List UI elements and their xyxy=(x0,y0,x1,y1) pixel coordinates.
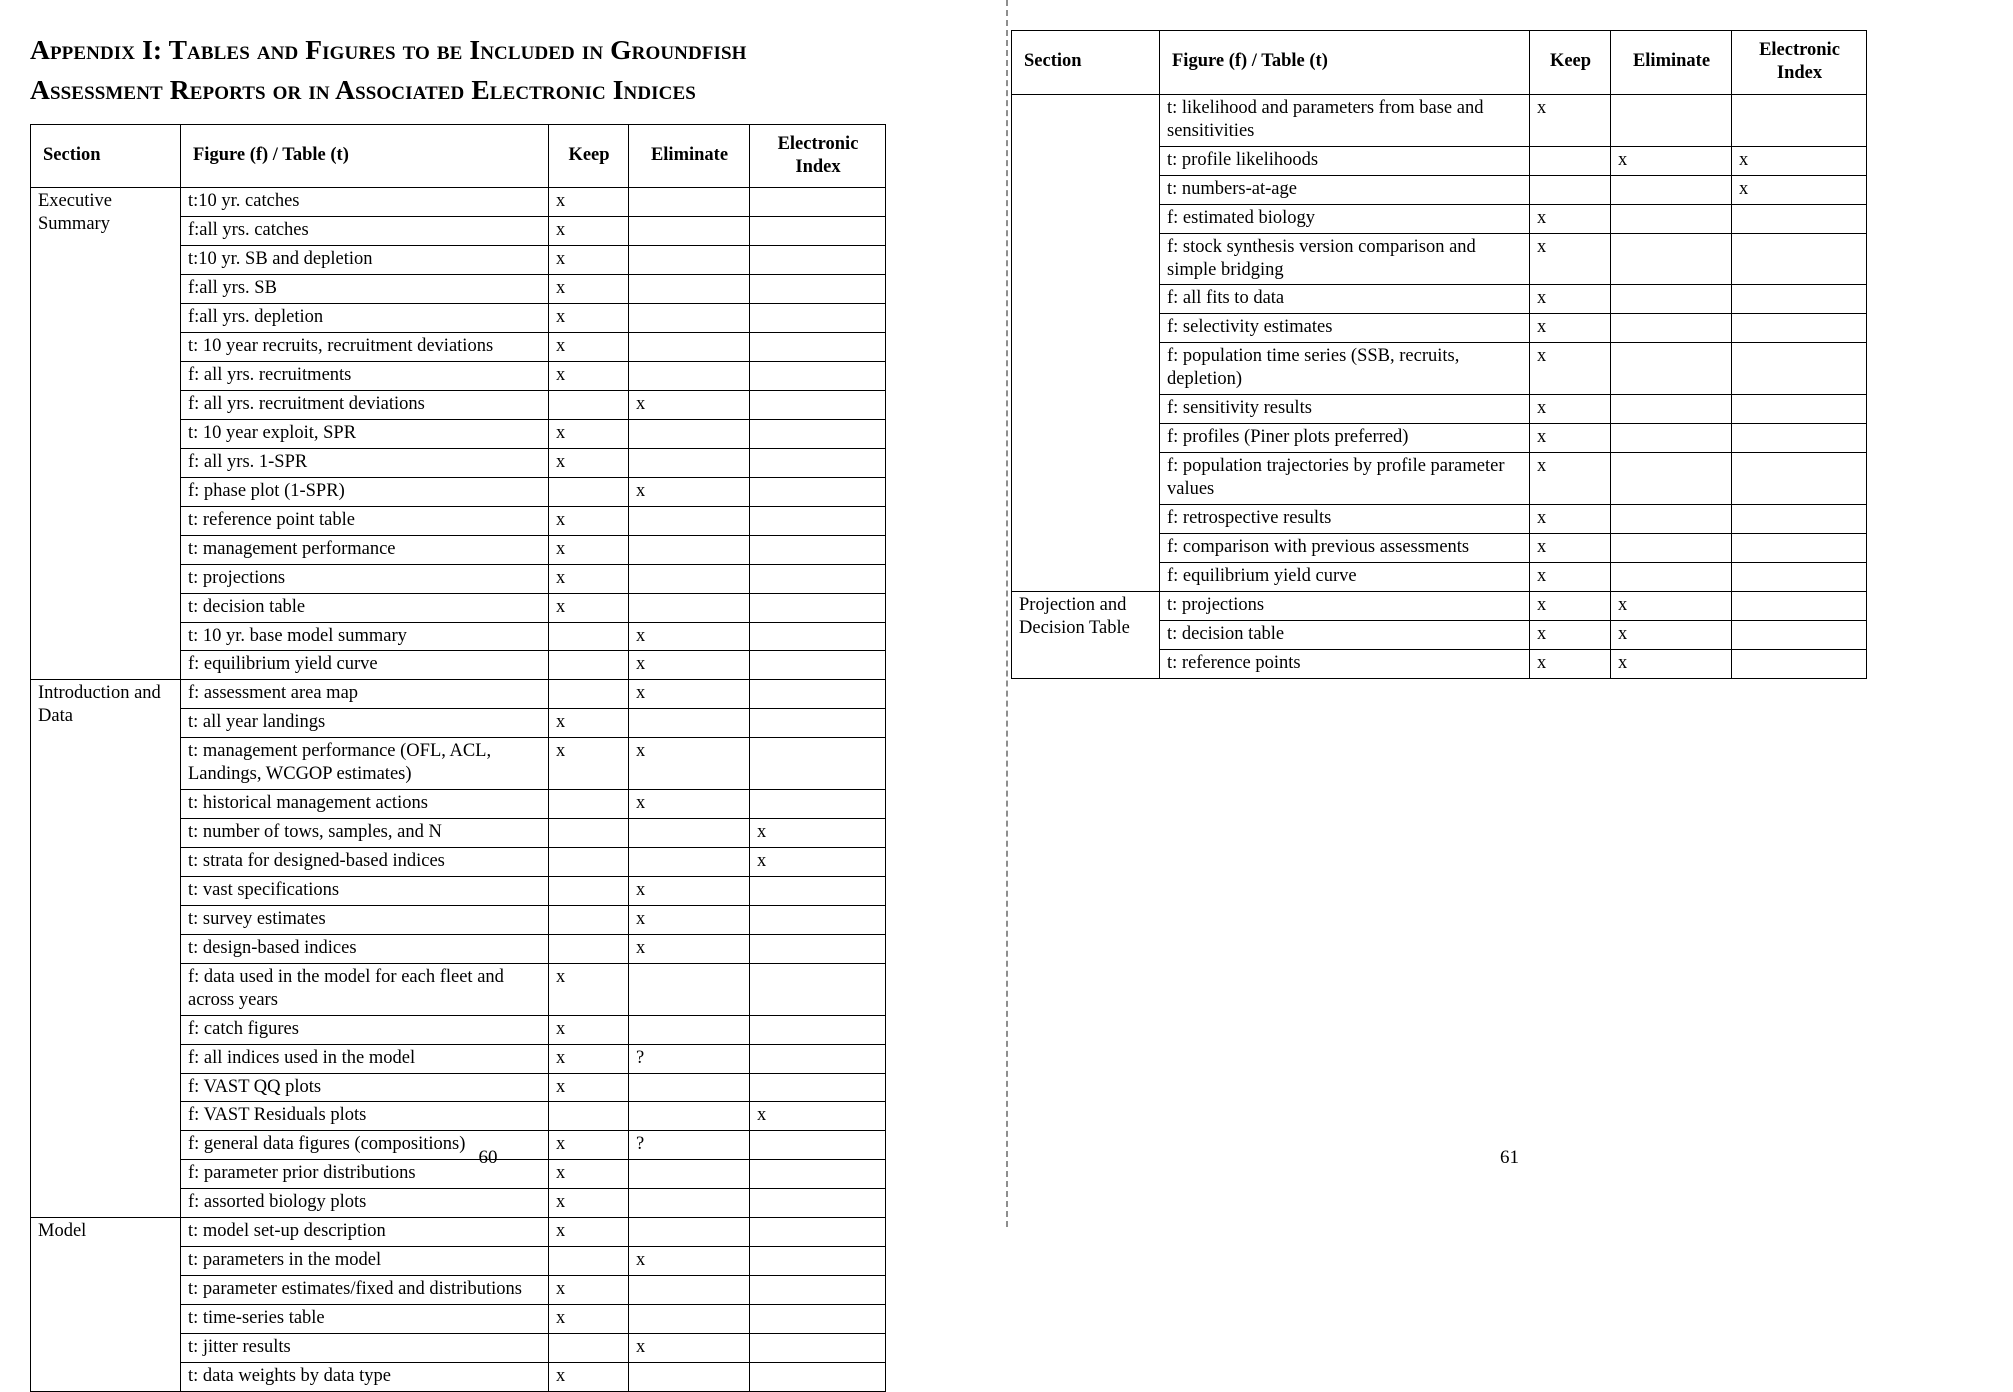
column-header-keep: Keep xyxy=(549,124,629,188)
keep-cell: x xyxy=(549,448,629,477)
eliminate-cell: x xyxy=(629,790,750,819)
column-header-figure-table: Figure (f) / Table (t) xyxy=(181,124,549,188)
electronic-index-cell xyxy=(750,790,886,819)
section-name-cell: Executive Summary xyxy=(31,188,181,680)
keep-cell: x xyxy=(1530,453,1611,505)
electronic-index-cell xyxy=(750,217,886,246)
eliminate-cell xyxy=(629,506,750,535)
figure-table-cell: t: strata for designed-based indices xyxy=(181,848,549,877)
section-name-cell: Introduction and Data xyxy=(31,680,181,1218)
figure-table-cell: t: decision table xyxy=(1160,620,1530,649)
keep-cell: x xyxy=(549,217,629,246)
eliminate-cell: x xyxy=(629,1247,750,1276)
figure-table-cell: t: number of tows, samples, and N xyxy=(181,819,549,848)
eliminate-cell: x xyxy=(629,738,750,790)
figure-table-cell: f: all yrs. recruitments xyxy=(181,362,549,391)
figure-table-cell: t: decision table xyxy=(181,593,549,622)
table-row xyxy=(31,188,886,217)
column-header-section: Section xyxy=(31,124,181,188)
electronic-index-cell xyxy=(750,876,886,905)
keep-cell xyxy=(549,477,629,506)
figure-table-cell: f: VAST QQ plots xyxy=(181,1073,549,1102)
electronic-index-cell xyxy=(750,391,886,420)
figure-table-cell: f: all yrs. recruitment deviations xyxy=(181,391,549,420)
electronic-index-cell xyxy=(750,622,886,651)
page-number-left: 60 xyxy=(478,1147,498,1168)
figure-table-cell: f: assessment area map xyxy=(181,680,549,709)
keep-cell: x xyxy=(549,593,629,622)
keep-cell: x xyxy=(549,304,629,333)
eliminate-cell xyxy=(629,304,750,333)
keep-cell: x xyxy=(549,1362,629,1391)
figure-table-cell: t: jitter results xyxy=(181,1333,549,1362)
eliminate-cell xyxy=(629,362,750,391)
electronic-index-cell xyxy=(750,680,886,709)
column-header-eliminate: Eliminate xyxy=(629,124,750,188)
keep-cell: x xyxy=(1530,94,1611,146)
keep-cell xyxy=(549,680,629,709)
figure-table-cell: f: assorted biology plots xyxy=(181,1189,549,1218)
figure-table-cell: f: equilibrium yield curve xyxy=(181,651,549,680)
figure-table-cell: f: catch figures xyxy=(181,1015,549,1044)
figure-table-cell: f: retrospective results xyxy=(1160,504,1530,533)
electronic-index-cell xyxy=(750,738,886,790)
eliminate-cell xyxy=(629,419,750,448)
electronic-index-cell xyxy=(1732,649,1867,678)
keep-cell xyxy=(549,819,629,848)
electronic-index-cell xyxy=(750,304,886,333)
keep-cell: x xyxy=(549,419,629,448)
figure-table-cell: t: data weights by data type xyxy=(181,1362,549,1391)
figure-table-cell: t: reference point table xyxy=(181,506,549,535)
section-name-cell: Model xyxy=(31,1218,181,1392)
electronic-index-cell xyxy=(1732,395,1867,424)
figure-table-cell: f: sensitivity results xyxy=(1160,395,1530,424)
figure-table-cell: f:all yrs. SB xyxy=(181,275,549,304)
eliminate-cell xyxy=(629,848,750,877)
keep-cell: x xyxy=(549,362,629,391)
eliminate-cell xyxy=(629,1276,750,1305)
keep-cell: x xyxy=(549,1189,629,1218)
figure-table-cell: t: likelihood and parameters from base and sensitivities xyxy=(1160,94,1530,146)
eliminate-cell xyxy=(1611,453,1732,505)
electronic-index-cell: x xyxy=(750,848,886,877)
eliminate-cell xyxy=(629,1362,750,1391)
eliminate-cell xyxy=(629,1189,750,1218)
keep-cell xyxy=(1530,146,1611,175)
eliminate-cell xyxy=(1611,424,1732,453)
figure-table-cell: f: VAST Residuals plots xyxy=(181,1102,549,1131)
eliminate-cell: x xyxy=(629,391,750,420)
appendix-title xyxy=(30,30,860,110)
electronic-index-cell xyxy=(750,333,886,362)
eliminate-cell: x xyxy=(629,477,750,506)
electronic-index-cell xyxy=(1732,285,1867,314)
figure-table-cell: t: profile likelihoods xyxy=(1160,146,1530,175)
table-header-left xyxy=(31,124,886,188)
electronic-index-cell xyxy=(750,1362,886,1391)
electronic-index-cell xyxy=(750,506,886,535)
figure-table-cell: f:all yrs. depletion xyxy=(181,304,549,333)
figure-table-cell: f: population time series (SSB, recruits, depletion) xyxy=(1160,343,1530,395)
figure-table-cell: f: all yrs. 1-SPR xyxy=(181,448,549,477)
table-body-left xyxy=(31,188,886,1391)
eliminate-cell: ? xyxy=(629,1131,750,1160)
column-header-eliminate: Eliminate xyxy=(1611,31,1732,95)
figure-table-cell: f: stock synthesis version comparison and simple bridging xyxy=(1160,233,1530,285)
eliminate-cell xyxy=(1611,94,1732,146)
figure-table-cell: t:10 yr. SB and depletion xyxy=(181,246,549,275)
electronic-index-cell xyxy=(750,905,886,934)
column-header-figure-table: Figure (f) / Table (t) xyxy=(1160,31,1530,95)
eliminate-cell: x xyxy=(1611,620,1732,649)
table-row xyxy=(1012,591,1867,620)
figure-table-cell: f: data used in the model for each fleet and across years xyxy=(181,963,549,1015)
electronic-index-cell xyxy=(750,246,886,275)
electronic-index-cell xyxy=(1732,204,1867,233)
electronic-index-cell xyxy=(750,1276,886,1305)
figure-table-cell: t: numbers-at-age xyxy=(1160,175,1530,204)
page-left xyxy=(0,0,1006,1386)
figure-table-cell: t: design-based indices xyxy=(181,934,549,963)
eliminate-cell xyxy=(629,275,750,304)
table-body-right xyxy=(1012,94,1867,678)
table-row xyxy=(1012,94,1867,146)
keep-cell: x xyxy=(549,1131,629,1160)
electronic-index-cell xyxy=(750,1044,886,1073)
eliminate-cell xyxy=(1611,395,1732,424)
eliminate-cell: x xyxy=(1611,591,1732,620)
electronic-index-cell xyxy=(750,934,886,963)
figure-table-cell: t: management performance (OFL, ACL, Landings, WCGOP estimates) xyxy=(181,738,549,790)
keep-cell: x xyxy=(1530,533,1611,562)
eliminate-cell: x xyxy=(629,680,750,709)
electronic-index-cell xyxy=(1732,591,1867,620)
eliminate-cell xyxy=(1611,343,1732,395)
keep-cell: x xyxy=(549,275,629,304)
keep-cell: x xyxy=(1530,591,1611,620)
figure-table-cell: f: profiles (Piner plots preferred) xyxy=(1160,424,1530,453)
keep-cell: x xyxy=(549,963,629,1015)
electronic-index-cell xyxy=(750,188,886,217)
figure-table-cell: f: all fits to data xyxy=(1160,285,1530,314)
keep-cell xyxy=(549,790,629,819)
eliminate-cell: x xyxy=(629,905,750,934)
keep-cell: x xyxy=(549,188,629,217)
figure-table-cell: f: estimated biology xyxy=(1160,204,1530,233)
figure-table-cell: t: parameter estimates/fixed and distributions xyxy=(181,1276,549,1305)
electronic-index-cell xyxy=(750,709,886,738)
electronic-index-cell xyxy=(1732,620,1867,649)
electronic-index-cell xyxy=(750,1189,886,1218)
table-header-row xyxy=(1012,31,1867,95)
figure-table-cell: t: parameters in the model xyxy=(181,1247,549,1276)
keep-cell: x xyxy=(549,1305,629,1334)
keep-cell xyxy=(549,1247,629,1276)
figure-table-cell: t: 10 yr. base model summary xyxy=(181,622,549,651)
electronic-index-cell xyxy=(750,419,886,448)
eliminate-cell xyxy=(629,188,750,217)
appendix-table-right xyxy=(1011,30,1867,679)
keep-cell xyxy=(1530,175,1611,204)
eliminate-cell xyxy=(1611,233,1732,285)
keep-cell: x xyxy=(549,535,629,564)
keep-cell: x xyxy=(1530,285,1611,314)
electronic-index-cell xyxy=(750,1015,886,1044)
electronic-index-cell xyxy=(750,1073,886,1102)
electronic-index-cell xyxy=(1732,314,1867,343)
eliminate-cell xyxy=(629,1073,750,1102)
keep-cell: x xyxy=(549,506,629,535)
electronic-index-cell: x xyxy=(750,1102,886,1131)
electronic-index-cell xyxy=(750,564,886,593)
eliminate-cell xyxy=(629,564,750,593)
eliminate-cell: ? xyxy=(629,1044,750,1073)
electronic-index-cell: x xyxy=(750,819,886,848)
figure-table-cell: t: projections xyxy=(1160,591,1530,620)
page-number-right: 61 xyxy=(1500,1147,1519,1168)
eliminate-cell xyxy=(629,246,750,275)
keep-cell xyxy=(549,391,629,420)
figure-table-cell: t:10 yr. catches xyxy=(181,188,549,217)
eliminate-cell xyxy=(1611,562,1732,591)
table-header-row xyxy=(31,124,886,188)
eliminate-cell: x xyxy=(629,876,750,905)
keep-cell xyxy=(549,622,629,651)
electronic-index-cell: x xyxy=(1732,146,1867,175)
eliminate-cell: x xyxy=(629,622,750,651)
appendix-title-line-1: Appendix I: Tables and Figures to be Included in Groundfish xyxy=(30,34,747,65)
electronic-index-cell xyxy=(1732,94,1867,146)
electronic-index-cell xyxy=(750,1247,886,1276)
keep-cell: x xyxy=(1530,649,1611,678)
figure-table-cell: t: survey estimates xyxy=(181,905,549,934)
electronic-index-cell xyxy=(1732,453,1867,505)
electronic-index-cell xyxy=(750,362,886,391)
figure-table-cell: t: management performance xyxy=(181,535,549,564)
figure-table-cell: f: general data figures (compositions) xyxy=(181,1131,549,1160)
keep-cell: x xyxy=(1530,562,1611,591)
eliminate-cell xyxy=(629,709,750,738)
figure-table-cell: f: comparison with previous assessments xyxy=(1160,533,1530,562)
eliminate-cell xyxy=(629,217,750,246)
keep-cell: x xyxy=(549,564,629,593)
page-fold-divider xyxy=(1006,0,1008,1227)
keep-cell: x xyxy=(549,1218,629,1247)
eliminate-cell xyxy=(629,819,750,848)
keep-cell: x xyxy=(1530,204,1611,233)
table-row xyxy=(31,1218,886,1247)
column-header-electronic-index: Electronic Index xyxy=(1732,31,1867,95)
section-name-cell: Projection and Decision Table xyxy=(1012,591,1160,678)
figure-table-cell: f: selectivity estimates xyxy=(1160,314,1530,343)
figure-table-cell: t: time-series table xyxy=(181,1305,549,1334)
eliminate-cell: x xyxy=(1611,649,1732,678)
keep-cell: x xyxy=(549,1015,629,1044)
keep-cell xyxy=(549,1333,629,1362)
keep-cell: x xyxy=(1530,343,1611,395)
eliminate-cell xyxy=(629,333,750,362)
section-name-cell xyxy=(1012,94,1160,591)
figure-table-cell: t: all year landings xyxy=(181,709,549,738)
figure-table-cell: f: equilibrium yield curve xyxy=(1160,562,1530,591)
keep-cell xyxy=(549,1102,629,1131)
keep-cell xyxy=(549,651,629,680)
keep-cell: x xyxy=(549,1276,629,1305)
electronic-index-cell xyxy=(750,593,886,622)
figure-table-cell: f: phase plot (1-SPR) xyxy=(181,477,549,506)
keep-cell: x xyxy=(549,1044,629,1073)
keep-cell: x xyxy=(549,1160,629,1189)
keep-cell: x xyxy=(1530,395,1611,424)
electronic-index-cell xyxy=(1732,233,1867,285)
eliminate-cell: x xyxy=(629,934,750,963)
electronic-index-cell xyxy=(1732,562,1867,591)
electronic-index-cell xyxy=(750,535,886,564)
figure-table-cell: t: model set-up description xyxy=(181,1218,549,1247)
figure-table-cell: t: vast specifications xyxy=(181,876,549,905)
electronic-index-cell xyxy=(750,963,886,1015)
keep-cell: x xyxy=(1530,233,1611,285)
keep-cell: x xyxy=(1530,424,1611,453)
electronic-index-cell xyxy=(750,1305,886,1334)
electronic-index-cell xyxy=(750,651,886,680)
electronic-index-cell xyxy=(750,477,886,506)
column-header-electronic-index: Electronic Index xyxy=(750,124,886,188)
eliminate-cell: x xyxy=(629,1333,750,1362)
eliminate-cell xyxy=(629,963,750,1015)
eliminate-cell xyxy=(1611,204,1732,233)
eliminate-cell xyxy=(1611,533,1732,562)
keep-cell: x xyxy=(1530,314,1611,343)
figure-table-cell: t: 10 year recruits, recruitment deviations xyxy=(181,333,549,362)
column-header-keep: Keep xyxy=(1530,31,1611,95)
eliminate-cell xyxy=(1611,504,1732,533)
electronic-index-cell xyxy=(750,1333,886,1362)
keep-cell xyxy=(549,876,629,905)
eliminate-cell xyxy=(629,1102,750,1131)
keep-cell: x xyxy=(549,246,629,275)
electronic-index-cell xyxy=(750,1218,886,1247)
electronic-index-cell xyxy=(750,275,886,304)
keep-cell: x xyxy=(1530,620,1611,649)
eliminate-cell xyxy=(629,593,750,622)
table-header-right xyxy=(1012,31,1867,95)
page-right xyxy=(1006,0,2013,1227)
figure-table-cell: t: historical management actions xyxy=(181,790,549,819)
figure-table-cell: f: parameter prior distributions xyxy=(181,1160,549,1189)
keep-cell: x xyxy=(549,709,629,738)
electronic-index-cell: x xyxy=(1732,175,1867,204)
keep-cell: x xyxy=(1530,504,1611,533)
electronic-index-cell xyxy=(1732,343,1867,395)
eliminate-cell xyxy=(1611,285,1732,314)
eliminate-cell xyxy=(629,448,750,477)
eliminate-cell xyxy=(629,535,750,564)
eliminate-cell xyxy=(1611,314,1732,343)
column-header-section: Section xyxy=(1012,31,1160,95)
eliminate-cell: x xyxy=(1611,146,1732,175)
figure-table-cell: f: all indices used in the model xyxy=(181,1044,549,1073)
eliminate-cell xyxy=(629,1015,750,1044)
appendix-title-line-2: Assessment Reports or in Associated Electronic Indices xyxy=(30,73,696,105)
eliminate-cell: x xyxy=(629,651,750,680)
eliminate-cell xyxy=(629,1218,750,1247)
figure-table-cell: f:all yrs. catches xyxy=(181,217,549,246)
keep-cell xyxy=(549,934,629,963)
electronic-index-cell xyxy=(1732,533,1867,562)
electronic-index-cell xyxy=(1732,504,1867,533)
keep-cell xyxy=(549,848,629,877)
figure-table-cell: t: 10 year exploit, SPR xyxy=(181,419,549,448)
figure-table-cell: t: projections xyxy=(181,564,549,593)
figure-table-cell: t: reference points xyxy=(1160,649,1530,678)
keep-cell: x xyxy=(549,333,629,362)
keep-cell: x xyxy=(549,1073,629,1102)
eliminate-cell xyxy=(1611,175,1732,204)
eliminate-cell xyxy=(629,1305,750,1334)
table-row xyxy=(31,680,886,709)
electronic-index-cell xyxy=(750,448,886,477)
appendix-table-left xyxy=(30,124,886,1392)
keep-cell: x xyxy=(549,738,629,790)
figure-table-cell: f: population trajectories by profile parameter values xyxy=(1160,453,1530,505)
keep-cell xyxy=(549,905,629,934)
electronic-index-cell xyxy=(1732,424,1867,453)
